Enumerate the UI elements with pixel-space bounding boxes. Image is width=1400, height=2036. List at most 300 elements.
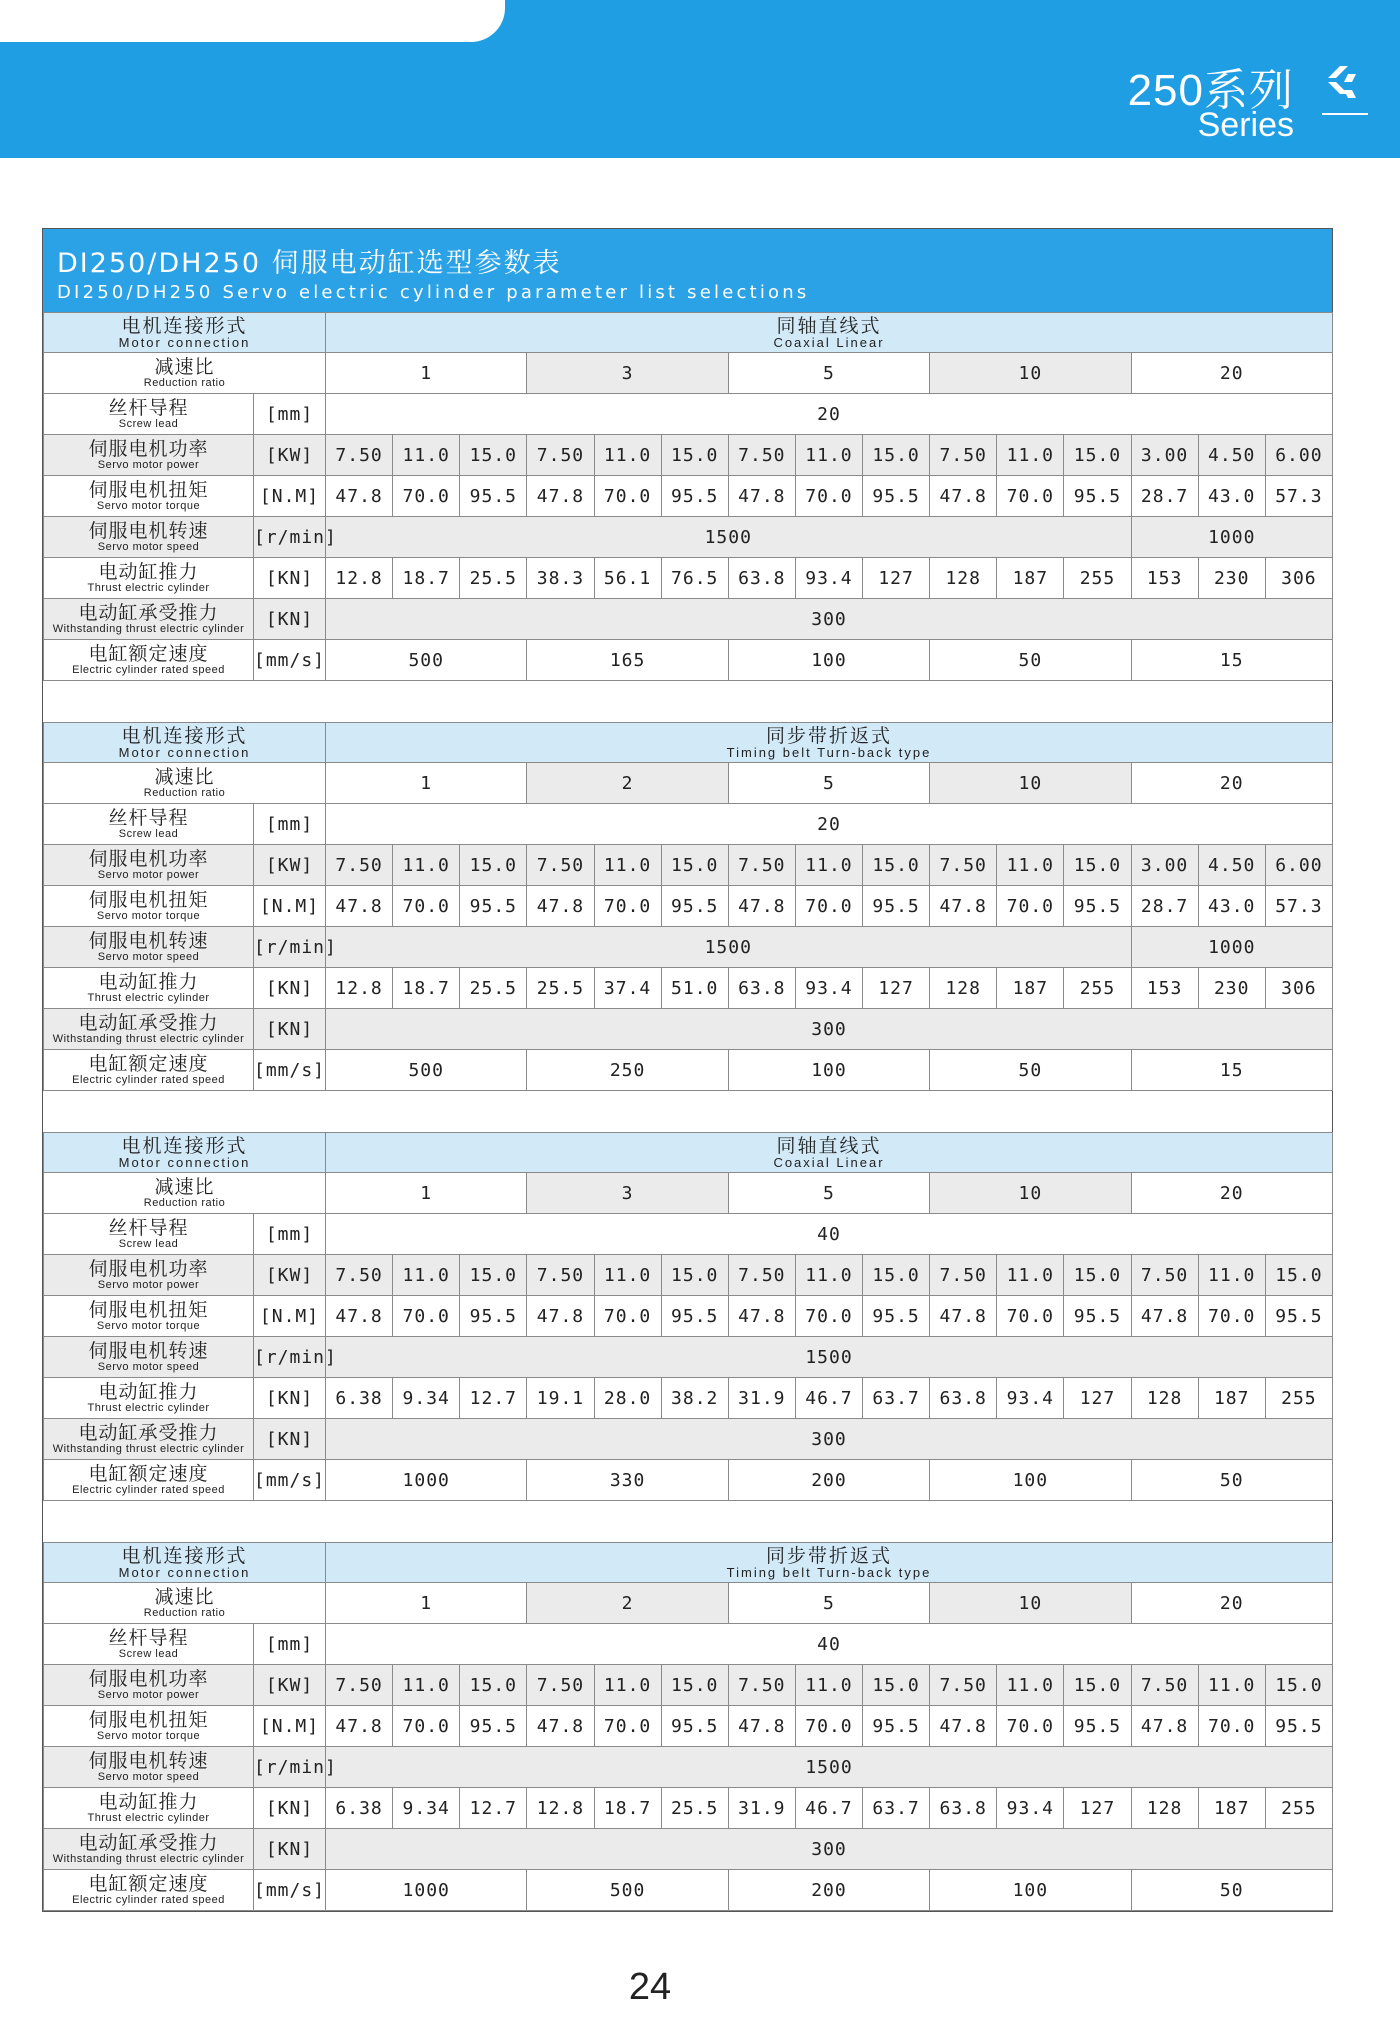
label-cn: 伺服电机功率 xyxy=(88,438,209,460)
table-row xyxy=(44,1173,1333,1214)
rated-speed-cell: 165 xyxy=(527,640,728,681)
thrust-cell: 255 xyxy=(1265,1378,1332,1419)
label-cn: 伺服电机转速 xyxy=(88,520,209,542)
table-row xyxy=(44,313,1333,353)
torque-cell: 95.5 xyxy=(460,476,527,517)
row-label-withstand xyxy=(44,1419,254,1460)
unit-cell: [KN] xyxy=(254,968,326,1009)
thrust-cell: 25.5 xyxy=(460,558,527,599)
power-cell: 11.0 xyxy=(594,845,661,886)
speed-cell: 1000 xyxy=(1131,927,1332,968)
unit-cell: [r/min] xyxy=(254,1747,326,1788)
table-row xyxy=(44,353,1333,394)
table-row xyxy=(44,1009,1333,1050)
torque-cell: 70.0 xyxy=(795,1296,862,1337)
table-row xyxy=(44,1337,1333,1378)
unit-cell: [mm/s] xyxy=(254,1050,326,1091)
torque-cell: 95.5 xyxy=(1265,1706,1332,1747)
power-cell: 11.0 xyxy=(795,1665,862,1706)
table-row xyxy=(44,640,1333,681)
ratio-cell: 10 xyxy=(930,1173,1131,1214)
power-cell: 11.0 xyxy=(1198,1255,1265,1296)
torque-cell: 57.3 xyxy=(1265,886,1332,927)
torque-cell: 47.8 xyxy=(527,1706,594,1747)
torque-cell: 47.8 xyxy=(930,476,997,517)
row-label-screw-lead xyxy=(44,1624,254,1665)
power-cell: 4.50 xyxy=(1198,435,1265,476)
table-row xyxy=(44,886,1333,927)
power-cell: 7.50 xyxy=(326,435,393,476)
thrust-cell: 18.7 xyxy=(393,558,460,599)
row-label-rated-speed xyxy=(44,640,254,681)
power-cell: 11.0 xyxy=(795,435,862,476)
rated-speed-cell: 100 xyxy=(930,1870,1131,1911)
label-en: Servo motor torque xyxy=(96,1730,201,1742)
label-cn: 伺服电机转速 xyxy=(88,1340,209,1362)
row-label-motor-speed xyxy=(44,517,254,558)
speed-cell: 1500 xyxy=(326,517,1132,558)
thrust-cell: 25.5 xyxy=(460,968,527,1009)
torque-cell: 70.0 xyxy=(393,886,460,927)
torque-cell: 47.8 xyxy=(1131,1706,1198,1747)
row-label-motor-torque xyxy=(44,1706,254,1747)
motor-connection-label xyxy=(44,1133,326,1173)
table-row xyxy=(44,804,1333,845)
rated-speed-cell: 15 xyxy=(1131,640,1332,681)
label-en: Withstanding thrust electric cylinder xyxy=(52,1443,245,1455)
torque-cell: 47.8 xyxy=(527,476,594,517)
torque-cell: 43.0 xyxy=(1198,476,1265,517)
torque-cell: 70.0 xyxy=(1198,1706,1265,1747)
table-row xyxy=(44,1214,1333,1255)
row-label-screw-lead xyxy=(44,1214,254,1255)
ratio-cell: 2 xyxy=(527,1583,728,1624)
table-row xyxy=(44,1378,1333,1419)
row-label-reduction-ratio xyxy=(44,763,326,804)
label-en: Withstanding thrust electric cylinder xyxy=(52,1853,245,1865)
thrust-cell: 6.38 xyxy=(326,1378,393,1419)
unit-cell: [r/min] xyxy=(254,927,326,968)
row-label-motor-torque xyxy=(44,476,254,517)
unit-cell: [KW] xyxy=(254,1665,326,1706)
thrust-cell: 9.34 xyxy=(393,1378,460,1419)
table-row xyxy=(44,1050,1333,1091)
sheet-title: DI250/DH250 伺服电动缸选型参数表 xyxy=(57,248,562,279)
ratio-cell: 1 xyxy=(326,353,527,394)
power-cell: 7.50 xyxy=(527,1665,594,1706)
lead-cell: 20 xyxy=(326,394,1333,435)
row-label-thrust xyxy=(44,558,254,599)
row-label-motor-speed xyxy=(44,927,254,968)
withstand-cell: 300 xyxy=(326,599,1333,640)
label-cn: 伺服电机扭矩 xyxy=(88,889,209,911)
torque-cell: 70.0 xyxy=(795,1706,862,1747)
row-label-motor-torque xyxy=(44,886,254,927)
thrust-cell: 12.8 xyxy=(326,968,393,1009)
withstand-cell: 300 xyxy=(326,1419,1333,1460)
power-cell: 11.0 xyxy=(594,1255,661,1296)
thrust-cell: 37.4 xyxy=(594,968,661,1009)
spacer-cell xyxy=(44,1501,1333,1543)
table-row xyxy=(44,681,1333,723)
ratio-cell: 1 xyxy=(326,1173,527,1214)
connection-type-cn: 同步带折返式 xyxy=(765,1544,892,1567)
motor-connection-cn: 电机连接形式 xyxy=(121,1544,248,1567)
motor-connection-cn: 电机连接形式 xyxy=(121,724,248,747)
label-en: Screw lead xyxy=(118,1648,179,1660)
torque-cell: 43.0 xyxy=(1198,886,1265,927)
row-label-rated-speed xyxy=(44,1050,254,1091)
torque-cell: 70.0 xyxy=(594,476,661,517)
thrust-cell: 12.8 xyxy=(527,1788,594,1829)
thrust-cell: 255 xyxy=(1064,968,1131,1009)
power-cell: 15.0 xyxy=(863,845,930,886)
label-cn: 丝杆导程 xyxy=(108,1627,189,1649)
torque-cell: 70.0 xyxy=(997,886,1064,927)
label-cn: 电动缸承受推力 xyxy=(78,1012,219,1034)
connection-type xyxy=(326,1543,1333,1583)
power-cell: 15.0 xyxy=(1064,1255,1131,1296)
motor-connection-en: Motor connection xyxy=(118,1154,251,1170)
torque-cell: 70.0 xyxy=(594,886,661,927)
torque-cell: 70.0 xyxy=(997,476,1064,517)
power-cell: 7.50 xyxy=(930,1255,997,1296)
power-cell: 7.50 xyxy=(728,1665,795,1706)
label-en: Screw lead xyxy=(118,1238,179,1250)
table-row xyxy=(44,1870,1333,1911)
table-row xyxy=(44,1543,1333,1583)
ratio-cell: 20 xyxy=(1131,353,1332,394)
rated-speed-cell: 500 xyxy=(527,1870,728,1911)
ratio-cell: 5 xyxy=(728,1173,929,1214)
label-cn: 电动缸承受推力 xyxy=(78,1422,219,1444)
thrust-cell: 187 xyxy=(1198,1378,1265,1419)
torque-cell: 70.0 xyxy=(997,1706,1064,1747)
brand-logo-icon xyxy=(1318,60,1362,116)
torque-cell: 47.8 xyxy=(930,1706,997,1747)
connection-type-cn: 同轴直线式 xyxy=(776,314,882,337)
table-row xyxy=(44,517,1333,558)
series-subtitle: Series xyxy=(1197,106,1294,144)
torque-cell: 95.5 xyxy=(1064,886,1131,927)
unit-cell: [KW] xyxy=(254,1255,326,1296)
thrust-cell: 63.8 xyxy=(728,968,795,1009)
row-label-motor-torque xyxy=(44,1296,254,1337)
speed-cell: 1500 xyxy=(326,1337,1333,1378)
table-row xyxy=(44,1624,1333,1665)
power-cell: 15.0 xyxy=(1064,845,1131,886)
spacer-cell xyxy=(44,1091,1333,1133)
torque-cell: 95.5 xyxy=(1064,1296,1131,1337)
connection-type-cn: 同轴直线式 xyxy=(776,1134,882,1157)
table-row xyxy=(44,968,1333,1009)
brand-underline xyxy=(1322,113,1368,115)
lead-cell: 20 xyxy=(326,804,1333,845)
row-label-motor-power xyxy=(44,1665,254,1706)
thrust-cell: 93.4 xyxy=(997,1788,1064,1829)
unit-cell: [KN] xyxy=(254,599,326,640)
thrust-cell: 51.0 xyxy=(661,968,728,1009)
label-en: Thrust electric cylinder xyxy=(87,582,210,594)
ratio-cell: 3 xyxy=(527,353,728,394)
label-en: Servo motor torque xyxy=(96,1320,201,1332)
thrust-cell: 12.7 xyxy=(460,1378,527,1419)
connection-type-en: Coaxial Linear xyxy=(773,1154,885,1170)
label-cn: 减速比 xyxy=(154,1176,215,1198)
rated-speed-cell: 200 xyxy=(728,1870,929,1911)
table-row xyxy=(44,1788,1333,1829)
power-cell: 7.50 xyxy=(930,435,997,476)
torque-cell: 70.0 xyxy=(594,1706,661,1747)
torque-cell: 70.0 xyxy=(393,1706,460,1747)
unit-cell: [KN] xyxy=(254,1829,326,1870)
torque-cell: 47.8 xyxy=(326,476,393,517)
thrust-cell: 63.8 xyxy=(930,1788,997,1829)
power-cell: 7.50 xyxy=(728,845,795,886)
label-en: Reduction ratio xyxy=(143,1197,226,1209)
label-en: Servo motor power xyxy=(97,1689,200,1701)
thrust-cell: 38.3 xyxy=(527,558,594,599)
thrust-cell: 127 xyxy=(863,968,930,1009)
table-row xyxy=(44,1460,1333,1501)
ratio-cell: 3 xyxy=(527,1173,728,1214)
torque-cell: 70.0 xyxy=(795,476,862,517)
torque-cell: 47.8 xyxy=(728,476,795,517)
thrust-cell: 76.5 xyxy=(661,558,728,599)
power-cell: 3.00 xyxy=(1131,845,1198,886)
label-cn: 伺服电机扭矩 xyxy=(88,1299,209,1321)
label-cn: 伺服电机功率 xyxy=(88,1668,209,1690)
torque-cell: 95.5 xyxy=(460,886,527,927)
rated-speed-cell: 1000 xyxy=(326,1870,527,1911)
label-en: Thrust electric cylinder xyxy=(87,1812,210,1824)
torque-cell: 95.5 xyxy=(863,886,930,927)
label-en: Reduction ratio xyxy=(143,787,226,799)
thrust-cell: 12.8 xyxy=(326,558,393,599)
thrust-cell: 25.5 xyxy=(661,1788,728,1829)
motor-connection-label xyxy=(44,313,326,353)
unit-cell: [mm] xyxy=(254,804,326,845)
spacer-cell xyxy=(44,681,1333,723)
row-label-reduction-ratio xyxy=(44,1173,326,1214)
connection-type xyxy=(326,313,1333,353)
power-cell: 15.0 xyxy=(1064,435,1131,476)
power-cell: 7.50 xyxy=(527,845,594,886)
label-en: Reduction ratio xyxy=(143,377,226,389)
ratio-cell: 20 xyxy=(1131,1583,1332,1624)
table-row xyxy=(44,1829,1333,1870)
power-cell: 11.0 xyxy=(795,845,862,886)
label-cn: 丝杆导程 xyxy=(108,1217,189,1239)
ratio-cell: 10 xyxy=(930,1583,1131,1624)
row-label-rated-speed xyxy=(44,1460,254,1501)
torque-cell: 70.0 xyxy=(393,476,460,517)
thrust-cell: 306 xyxy=(1265,968,1332,1009)
torque-cell: 70.0 xyxy=(393,1296,460,1337)
row-label-motor-speed xyxy=(44,1337,254,1378)
torque-cell: 95.5 xyxy=(863,476,930,517)
unit-cell: [KN] xyxy=(254,1419,326,1460)
rated-speed-cell: 100 xyxy=(728,640,929,681)
table-row xyxy=(44,1091,1333,1133)
thrust-cell: 12.7 xyxy=(460,1788,527,1829)
unit-cell: [mm] xyxy=(254,1624,326,1665)
unit-cell: [KW] xyxy=(254,435,326,476)
label-en: Servo motor power xyxy=(97,1279,200,1291)
torque-cell: 95.5 xyxy=(460,1706,527,1747)
thrust-cell: 153 xyxy=(1131,558,1198,599)
unit-cell: [mm/s] xyxy=(254,1870,326,1911)
label-en: Electric cylinder rated speed xyxy=(72,1894,225,1906)
label-cn: 减速比 xyxy=(154,766,215,788)
torque-cell: 70.0 xyxy=(997,1296,1064,1337)
thrust-cell: 19.1 xyxy=(527,1378,594,1419)
unit-cell: [N.M] xyxy=(254,886,326,927)
power-cell: 4.50 xyxy=(1198,845,1265,886)
rated-speed-cell: 50 xyxy=(930,1050,1131,1091)
ratio-cell: 20 xyxy=(1131,763,1332,804)
label-en: Electric cylinder rated speed xyxy=(72,1484,225,1496)
ratio-cell: 1 xyxy=(326,1583,527,1624)
unit-cell: [N.M] xyxy=(254,476,326,517)
label-cn: 电动缸推力 xyxy=(98,971,199,993)
label-en: Electric cylinder rated speed xyxy=(72,664,225,676)
torque-cell: 28.7 xyxy=(1131,476,1198,517)
label-cn: 丝杆导程 xyxy=(108,397,189,419)
row-label-thrust xyxy=(44,1378,254,1419)
label-cn: 电动缸承受推力 xyxy=(78,602,219,624)
label-en: Screw lead xyxy=(118,418,179,430)
ratio-cell: 5 xyxy=(728,353,929,394)
power-cell: 11.0 xyxy=(393,845,460,886)
label-cn: 电动缸推力 xyxy=(98,1791,199,1813)
power-cell: 11.0 xyxy=(997,435,1064,476)
lead-cell: 40 xyxy=(326,1214,1333,1255)
row-label-reduction-ratio xyxy=(44,1583,326,1624)
row-label-withstand xyxy=(44,599,254,640)
table-row xyxy=(44,1665,1333,1706)
parameter-sheet xyxy=(42,228,1333,1912)
thrust-cell: 63.7 xyxy=(863,1378,930,1419)
torque-cell: 47.8 xyxy=(527,886,594,927)
thrust-cell: 38.2 xyxy=(661,1378,728,1419)
thrust-cell: 230 xyxy=(1198,558,1265,599)
rated-speed-cell: 250 xyxy=(527,1050,728,1091)
motor-connection-en: Motor connection xyxy=(118,744,251,760)
thrust-cell: 46.7 xyxy=(795,1378,862,1419)
rated-speed-cell: 200 xyxy=(728,1460,929,1501)
connection-type-en: Coaxial Linear xyxy=(773,334,885,350)
row-label-withstand xyxy=(44,1829,254,1870)
unit-cell: [KN] xyxy=(254,1009,326,1050)
thrust-cell: 9.34 xyxy=(393,1788,460,1829)
power-cell: 15.0 xyxy=(460,1665,527,1706)
thrust-cell: 187 xyxy=(997,968,1064,1009)
thrust-cell: 128 xyxy=(930,968,997,1009)
power-cell: 7.50 xyxy=(930,845,997,886)
power-cell: 7.50 xyxy=(930,1665,997,1706)
table-row xyxy=(44,1583,1333,1624)
power-cell: 15.0 xyxy=(863,1255,930,1296)
label-cn: 伺服电机转速 xyxy=(88,930,209,952)
thrust-cell: 46.7 xyxy=(795,1788,862,1829)
connection-type-en: Timing belt Turn-back type xyxy=(726,744,932,760)
torque-cell: 95.5 xyxy=(661,476,728,517)
thrust-cell: 306 xyxy=(1265,558,1332,599)
table-row xyxy=(44,599,1333,640)
torque-cell: 95.5 xyxy=(661,1706,728,1747)
torque-cell: 95.5 xyxy=(1064,1706,1131,1747)
thrust-cell: 63.8 xyxy=(728,558,795,599)
label-cn: 电缸额定速度 xyxy=(88,643,209,665)
power-cell: 11.0 xyxy=(393,435,460,476)
label-cn: 伺服电机功率 xyxy=(88,848,209,870)
ratio-cell: 10 xyxy=(930,763,1131,804)
power-cell: 15.0 xyxy=(863,1665,930,1706)
power-cell: 3.00 xyxy=(1131,435,1198,476)
thrust-cell: 127 xyxy=(1064,1378,1131,1419)
power-cell: 11.0 xyxy=(594,435,661,476)
row-label-rated-speed xyxy=(44,1870,254,1911)
withstand-cell: 300 xyxy=(326,1009,1333,1050)
unit-cell: [mm/s] xyxy=(254,1460,326,1501)
row-label-motor-power xyxy=(44,845,254,886)
parameter-table xyxy=(43,312,1333,1911)
torque-cell: 47.8 xyxy=(728,886,795,927)
motor-connection-en: Motor connection xyxy=(118,334,251,350)
unit-cell: [r/min] xyxy=(254,517,326,558)
thrust-cell: 31.9 xyxy=(728,1788,795,1829)
torque-cell: 95.5 xyxy=(661,886,728,927)
rated-speed-cell: 500 xyxy=(326,1050,527,1091)
label-en: Servo motor power xyxy=(97,459,200,471)
label-cn: 减速比 xyxy=(154,356,215,378)
power-cell: 7.50 xyxy=(527,435,594,476)
unit-cell: [mm] xyxy=(254,394,326,435)
unit-cell: [KN] xyxy=(254,558,326,599)
torque-cell: 70.0 xyxy=(1198,1296,1265,1337)
table-row xyxy=(44,1419,1333,1460)
power-cell: 15.0 xyxy=(460,845,527,886)
unit-cell: [mm/s] xyxy=(254,640,326,681)
rated-speed-cell: 100 xyxy=(728,1050,929,1091)
speed-cell: 1000 xyxy=(1131,517,1332,558)
sheet-header xyxy=(43,229,1332,312)
motor-connection-cn: 电机连接形式 xyxy=(121,314,248,337)
power-cell: 15.0 xyxy=(661,435,728,476)
thrust-cell: 230 xyxy=(1198,968,1265,1009)
power-cell: 15.0 xyxy=(863,435,930,476)
ratio-cell: 10 xyxy=(930,353,1131,394)
label-en: Thrust electric cylinder xyxy=(87,992,210,1004)
row-label-motor-power xyxy=(44,1255,254,1296)
thrust-cell: 18.7 xyxy=(594,1788,661,1829)
row-label-thrust xyxy=(44,1788,254,1829)
lead-cell: 40 xyxy=(326,1624,1333,1665)
torque-cell: 95.5 xyxy=(863,1706,930,1747)
thrust-cell: 25.5 xyxy=(527,968,594,1009)
connection-type-en: Timing belt Turn-back type xyxy=(726,1564,932,1580)
torque-cell: 47.8 xyxy=(1131,1296,1198,1337)
power-cell: 11.0 xyxy=(997,845,1064,886)
withstand-cell: 300 xyxy=(326,1829,1333,1870)
table-row xyxy=(44,1255,1333,1296)
rated-speed-cell: 100 xyxy=(930,1460,1131,1501)
thrust-cell: 63.8 xyxy=(930,1378,997,1419)
thrust-cell: 56.1 xyxy=(594,558,661,599)
motor-connection-label xyxy=(44,723,326,763)
torque-cell: 57.3 xyxy=(1265,476,1332,517)
